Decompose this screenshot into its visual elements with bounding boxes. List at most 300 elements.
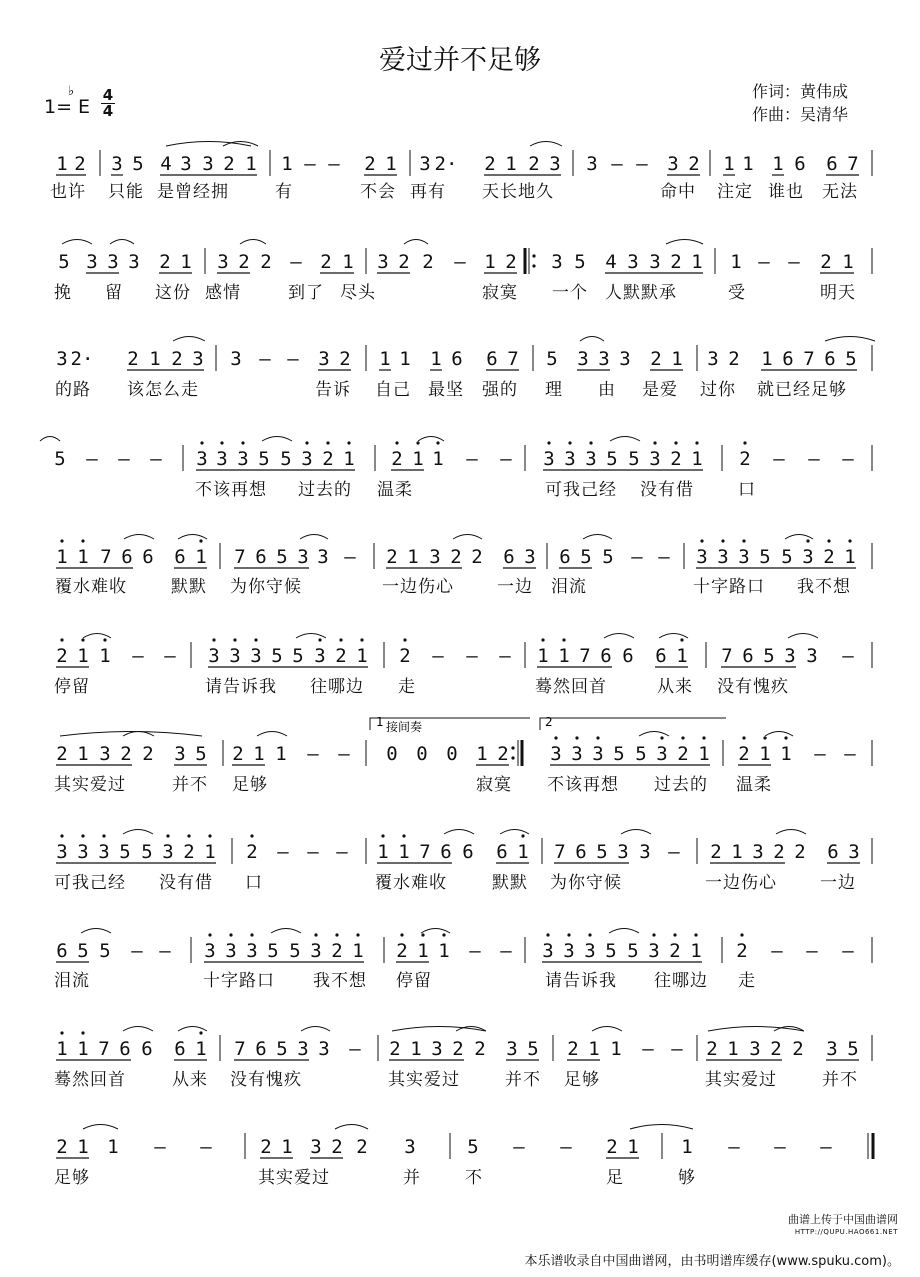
note: 6 [174,1038,186,1060]
octave-dot [806,539,809,542]
note: 3 [297,546,309,568]
octave-dot [81,834,84,837]
note: 1 [410,1038,422,1060]
note: 3 [162,841,174,863]
note: 1 [77,1136,89,1158]
octave-dot [318,638,321,641]
octave-dot [81,1031,84,1034]
note: 6 [255,546,267,568]
note: 3 [550,743,562,765]
lyric: 足够 [232,775,268,795]
slur [666,240,703,245]
slur [296,634,326,639]
note: 2 [567,1038,579,1060]
note: 1 [180,251,192,273]
note: 1 [772,153,784,175]
octave-dot [541,638,544,641]
note: 5 [289,940,301,962]
note: 1 [412,448,424,470]
lyric: 十字路口 [693,577,765,597]
note: 3 [656,743,668,765]
note: 3 [86,251,98,273]
note: 1 [417,940,429,962]
note: 5 [271,645,283,667]
octave-dot [695,441,698,444]
note: 2 [450,546,462,568]
note: 2 [669,940,681,962]
note: – [842,448,854,470]
slur [418,437,444,442]
octave-dot [673,933,676,936]
note: – [820,1136,832,1158]
lyric: 为你守候 [550,873,622,893]
note: 3 [551,251,563,273]
note: 2 [528,153,540,175]
note: – [671,1038,683,1060]
note: 1 [730,251,742,273]
note: 3 [404,1136,416,1158]
note: – [814,743,826,765]
note: 3 [208,645,220,667]
note: 2 [391,448,403,470]
octave-dot [395,441,398,444]
octave-dot [250,834,253,837]
note: 1 [558,645,570,667]
lyric: 的路 [55,380,91,400]
note: 1 [343,448,355,470]
note: 1 [204,841,216,863]
lyric: 无法 [822,182,858,202]
note: 3 [237,448,249,470]
slur [630,1125,693,1130]
note: 2 [159,251,171,273]
lyric: 是爱 [642,380,678,400]
note: – [642,1038,654,1060]
lyric: 蓦然回首 [535,677,607,697]
note: 1 [476,743,488,765]
lyric: 停留 [396,971,432,991]
lyric: 并不 [822,1070,858,1090]
note: 2 [246,841,258,863]
note: 3 [524,546,536,568]
note: 5 [119,841,131,863]
note: – [338,743,350,765]
slur [178,535,207,540]
octave-dot [60,834,63,837]
lyric: 请告诉我 [545,971,617,991]
note: 2 [823,546,835,568]
note: – [513,1136,525,1158]
slur [240,240,266,245]
note: 6 [462,841,474,863]
note: 1 [761,348,773,370]
note: 3 [202,153,214,175]
lyric: 够 [678,1168,696,1188]
composer: 作曲：吴清华 [752,105,849,124]
note: 3 [230,348,242,370]
note: 3 [225,940,237,962]
note: 3 [549,153,561,175]
lyric: 命中 [660,182,696,202]
note: 3 [627,251,639,273]
note: 1 [723,153,735,175]
note: 3 [649,448,661,470]
note: 2 [670,251,682,273]
note: 6 [56,940,68,962]
note: – [131,940,143,962]
note: 2 [670,448,682,470]
note: 6 [496,841,508,863]
lyric: 其实爱过 [705,1070,777,1090]
lyric: 没有借 [640,480,694,500]
note: 2 [223,153,235,175]
note: 1 [195,1038,207,1060]
note: 1 [627,1136,639,1158]
note: 3 [848,841,860,863]
note: 3 [784,645,796,667]
note: 7 [100,546,112,568]
note: 1 [505,153,517,175]
note: 2 [728,348,740,370]
lyric: 人默默承 [605,283,677,303]
page-title: 爱过并不足够 [379,45,541,76]
note: – [86,448,98,470]
note: – [454,251,466,273]
octave-dot [81,638,84,641]
lyric: 留 [105,283,123,303]
note: 1 [588,1038,600,1060]
note: 2 [386,546,398,568]
note: 1 [727,1038,739,1060]
lyric: 自己 [375,380,411,400]
note: – [150,448,162,470]
octave-dot [742,736,745,739]
note: 1 [56,546,68,568]
lyric: 尽头 [340,283,376,303]
note: 2 [710,841,722,863]
octave-dot [402,834,405,837]
flat-symbol: ♭ [68,84,75,99]
note: 3 [564,448,576,470]
octave-dot [554,736,557,739]
octave-dot [360,638,363,641]
octave-dot [305,441,308,444]
note: 6 [255,1038,267,1060]
slur [300,535,328,540]
note: 2 [56,743,68,765]
note: 2 [331,940,343,962]
note: – [287,348,299,370]
note: 5 [596,841,608,863]
note: 3 [174,743,186,765]
octave-dot [416,441,419,444]
note: 2 [677,743,689,765]
note: 1 [149,348,161,370]
lyric: 最坚 [428,380,464,400]
note: 2 [484,153,496,175]
note: 2 [398,251,410,273]
note: – [200,1136,212,1158]
note: 5 [141,841,153,863]
note: 3 [648,940,660,962]
note: 4 [160,153,172,175]
note: 1 [399,348,411,370]
note: 2 [422,251,434,273]
note: 3 [577,348,589,370]
octave-dot [381,834,384,837]
note: 7 [234,546,246,568]
octave-dot [521,834,524,837]
note: 1 [253,743,265,765]
note: – [500,448,512,470]
lyric: 没有愧疚 [230,1070,302,1090]
slur [604,634,634,639]
note: 3 [543,448,555,470]
note: 1 [99,645,111,667]
note: 1 [681,1136,693,1158]
repeat-dot [511,756,514,759]
note: 3 [586,153,598,175]
octave-dot [681,736,684,739]
octave-dot [547,441,550,444]
note: – [466,645,478,667]
note: 7 [234,1038,246,1060]
slur [453,535,482,540]
note: 3 [250,645,262,667]
lyric: 口 [738,480,756,500]
octave-dot [199,1031,202,1034]
note: 7 [847,153,859,175]
note: 3 [707,348,719,370]
lyric: 再有 [410,182,446,202]
note: 1 [245,153,257,175]
lyric: 我不想 [797,577,851,597]
repeat-dot [532,264,535,267]
note: 3 [310,1136,322,1158]
note: 1 [77,743,89,765]
note: 3 [431,1038,443,1060]
note: – [758,251,770,273]
slur [262,437,292,442]
lyric: 默默 [171,577,207,597]
octave-dot [740,933,743,936]
note: 2 [688,153,700,175]
slur [765,732,793,737]
note: 1 [379,348,391,370]
octave-dot [233,638,236,641]
lyric: 有 [275,182,293,202]
note: 2 [171,348,183,370]
slur [580,337,604,342]
note: 3 [826,1038,838,1060]
note: – [844,743,856,765]
note: – [164,645,176,667]
note: 6 [622,645,634,667]
note: – [773,448,785,470]
slur [166,142,251,147]
lyric: 到了 [288,283,324,303]
lyric: 停留 [54,677,90,697]
note: 2 [773,841,785,863]
note: 6 [826,153,838,175]
note: 3 [592,743,604,765]
note: 3 [717,546,729,568]
note: – [336,841,348,863]
lyric: 一个 [552,283,588,303]
note: 3 [598,348,610,370]
note: 6 [559,546,571,568]
slur [530,142,562,147]
octave-dot [403,638,406,641]
note: – [774,1136,786,1158]
note: 3 [317,546,329,568]
note: 7 [507,348,519,370]
note: 1 [842,251,854,273]
note: 2 [260,251,272,273]
lyric: 该怎么走 [127,380,199,400]
note: 7 [721,645,733,667]
note: 5 [99,940,111,962]
note: 2 [396,940,408,962]
lyric: 不该再想 [195,480,267,500]
slur [404,240,428,245]
upload-note-line1: 曲谱上传于中国曲谱网 [788,1213,898,1226]
note: 5 [606,448,618,470]
first-ending-number: 1 [376,715,384,729]
octave-dot [568,441,571,444]
note: 3 [571,743,583,765]
lyric: 不 [465,1168,483,1188]
note: 3 [802,546,814,568]
note: 1 [430,348,442,370]
second-ending-bracket [540,718,726,730]
lyric: 谁也 [768,182,804,202]
note: 3 [318,1038,330,1060]
note: 3 [429,546,441,568]
lyric: 其实爱过 [388,1070,460,1090]
octave-dot [241,441,244,444]
note: 2 [389,1038,401,1060]
octave-dot [827,539,830,542]
note: 1 [432,448,444,470]
note: 2 [232,743,244,765]
lyric: 也许 [50,182,86,202]
slur [178,1027,207,1032]
note: 1 [759,743,771,765]
note: 3 [506,1038,518,1060]
note: 1 [517,841,529,863]
lyric: 一边伤心 [705,873,777,893]
note: 3 [617,841,629,863]
lyric: 这份 [155,283,191,303]
note: 3 [542,940,554,962]
lyric: 强的 [482,380,518,400]
lyric: 是曾经拥 [157,182,229,202]
lyric: 明天 [820,283,856,303]
octave-dot [421,933,424,936]
note: 5 [276,546,288,568]
note: 3 [649,251,661,273]
note: 2 [736,940,748,962]
lyric: 没有愧疚 [717,677,789,697]
note: 6 [600,645,612,667]
octave-dot [166,834,169,837]
lyric: 泪流 [551,577,587,597]
slur [444,830,474,835]
slur [583,535,612,540]
note: – [304,153,316,175]
note: 3 [318,348,330,370]
note: 2 [474,1038,486,1060]
note: – [307,743,319,765]
note: – [611,153,623,175]
lyric: 寂寞 [482,283,518,303]
note: 2· [434,153,458,175]
first-ending-label: 接间奏 [386,720,423,734]
octave-dot [680,638,683,641]
note: 1 [671,348,683,370]
note: 6 [575,841,587,863]
slur [708,1027,804,1032]
note: 3 [56,841,68,863]
note: – [842,940,854,962]
octave-dot [60,638,63,641]
note: 7 [579,645,591,667]
note: 7 [98,1038,110,1060]
lyricist: 作词：黄伟成 [752,82,849,101]
note: 1 [407,546,419,568]
note: 6 [141,1038,153,1060]
note: 2 [331,1136,343,1158]
slur [124,535,154,540]
note: 1 [77,546,89,568]
lyric: 覆水难收 [55,577,127,597]
note: – [159,940,171,962]
note: 1 [691,448,703,470]
octave-dot [436,441,439,444]
note: 5 [781,546,793,568]
note: 5 [847,1038,859,1060]
lyric: 一边 [820,873,856,893]
lyric: 默默 [492,873,528,893]
note: 6 [440,841,452,863]
lyric: 请告诉我 [205,677,277,697]
note: 2 [142,743,154,765]
lyric: 蓦然回首 [54,1070,126,1090]
slur [392,1027,486,1032]
note: 3 [216,448,228,470]
lyric: 可我己经 [545,480,617,500]
note: 3 [180,153,192,175]
note: – [806,940,818,962]
octave-dot [562,638,565,641]
note: 3 [56,348,68,370]
note: 5 [613,743,625,765]
note: 3 [806,645,818,667]
note: 2 [320,251,332,273]
note: – [808,448,820,470]
note: 3 [98,841,110,863]
note: 6 [486,348,498,370]
note: 5 [602,546,614,568]
slur [335,1125,368,1130]
note: 5 [605,940,617,962]
note: 5 [276,1038,288,1060]
octave-dot [652,933,655,936]
lyric: 覆水难收 [375,873,447,893]
note: 0 [446,743,458,765]
octave-dot [200,441,203,444]
